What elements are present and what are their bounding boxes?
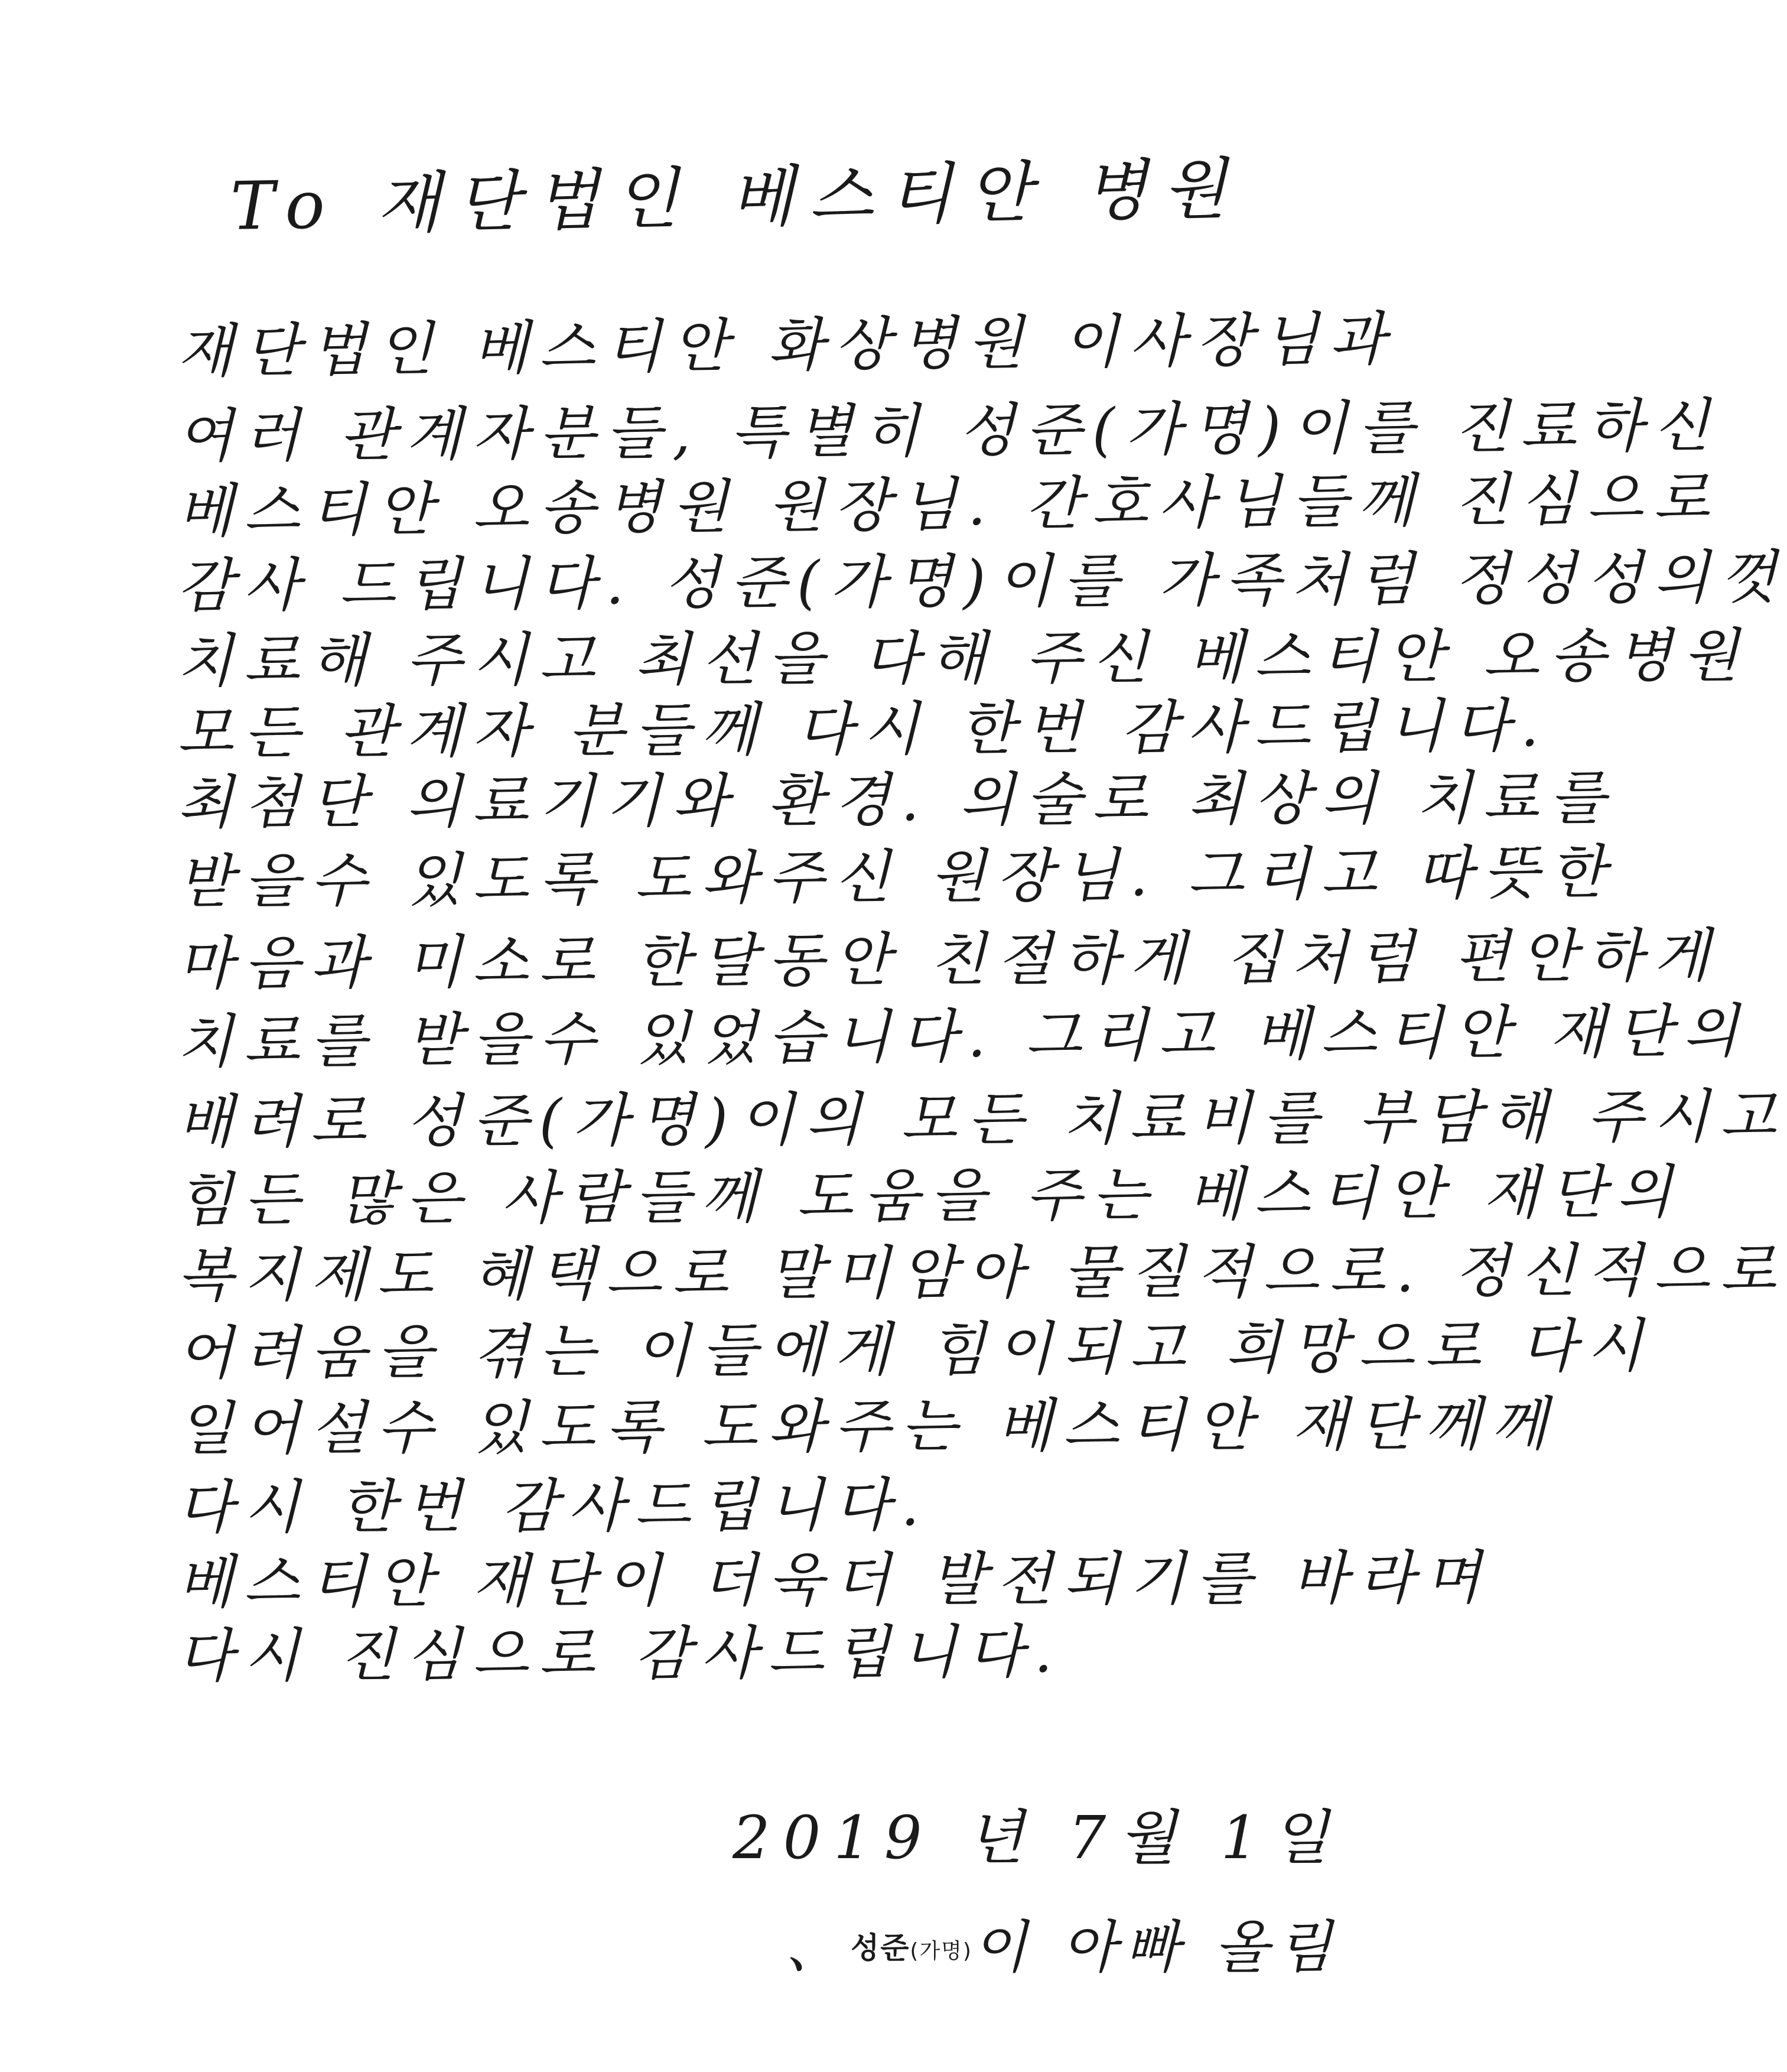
- letter-signature: [786, 1902, 1340, 1983]
- letter-line-10: 치료를 받을수 있었습니다. 그리고 베스티안 재단의: [177, 997, 1750, 1076]
- letter-line-7: 최첨단 의료기기와 환경. 의술로 최상의 치료를: [177, 764, 1616, 837]
- letter-line-6: 모든 관계자 분들께 다시 한번 감사드립니다.: [177, 692, 1550, 767]
- letter-line-4: 감사 드립니다. 성준(가명)이를 가족처럼 정성성의껏: [177, 544, 1787, 620]
- letter-line-14: 어려움을 겪는 이들에게 힘이되고 희망으로 다시: [177, 1312, 1654, 1388]
- signature-prefix: 、: [786, 1914, 851, 1980]
- letter-line-2: 여러 관계자분들, 특별히 성준(가명)이를 진료하신: [177, 392, 1720, 471]
- letter-line-1: 재단법인 베스티안 화상병원 이사장님과: [177, 305, 1397, 386]
- letter-line-11: 배려로 성준(가명)이의 모든 치료비를 부담해 주시고: [177, 1083, 1787, 1156]
- letter-title: To 재단법인 베스티안 병원: [230, 151, 1243, 245]
- letter-line-9: 마음과 미소로 한달동안 친절하게 집처럼 편안하게: [177, 922, 1721, 998]
- letter-line-8: 받을수 있도록 도와주신 원장님. 그리고 따뜻한: [177, 838, 1616, 916]
- letter-line-3: 베스티안 오송병원 원장님. 간호사님들께 진심으로: [177, 464, 1721, 546]
- letter-line-15: 일어설수 있도록 도와주는 베스티안 재단께께: [177, 1390, 1558, 1463]
- signature-pseudonym-note: (가명): [910, 1939, 972, 1964]
- letter-line-16: 다시 한번 감사드립니다.: [177, 1471, 930, 1542]
- letter-line-13: 복지제도 혜택으로 말미암아 물질적으로. 정신적으로: [177, 1237, 1787, 1310]
- letter-line-12: 힘든 많은 사람들께 도움을 주는 베스티안 재단의: [177, 1159, 1683, 1234]
- signature-name-text: 성준: [851, 1931, 910, 1966]
- signature-name: [851, 1931, 972, 1965]
- letter-line-18: 다시 진심으로 감사드립니다.: [177, 1618, 1063, 1690]
- letter-date: 2019 년 7월 1일: [733, 1803, 1342, 1872]
- letter-line-17: 베스티안 재단이 더욱더 발전되기를 바라며: [177, 1544, 1492, 1616]
- signature-suffix: 이 아빠 올림: [972, 1914, 1340, 1980]
- letter-line-5: 치료해 주시고 최선을 다해 주신 베스티안 오송병원: [177, 622, 1750, 695]
